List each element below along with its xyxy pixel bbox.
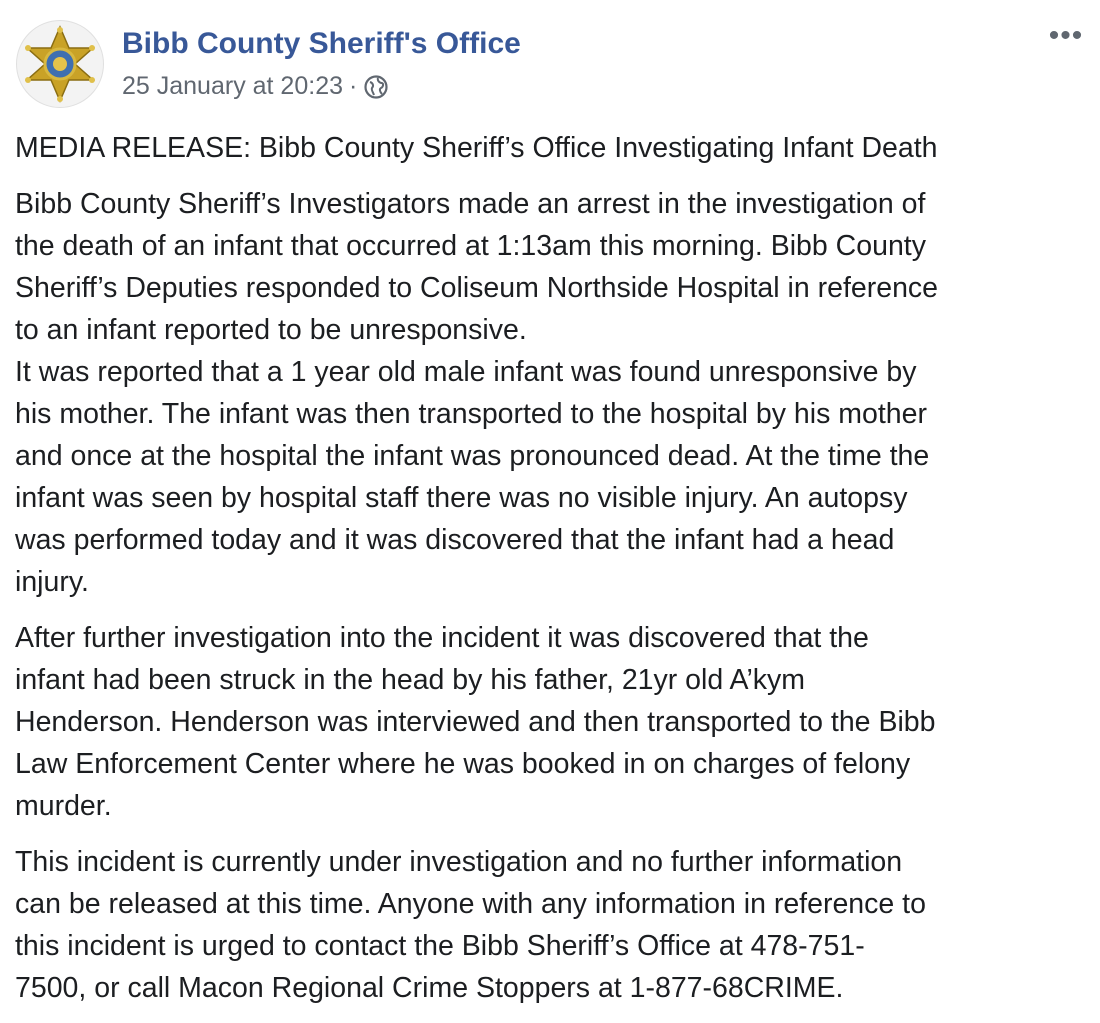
post-text-line: Henderson. Henderson was interviewed and then transported to the Bibb — [15, 706, 936, 738]
post-meta — [122, 72, 389, 101]
globe-icon[interactable] — [363, 74, 389, 100]
avatar[interactable] — [16, 20, 104, 108]
sheriff-star-badge-icon — [17, 21, 103, 107]
post-text-line: 7500, or call Macon Regional Crime Stoppers at 1-877-68CRIME. — [15, 972, 844, 1004]
post-text-line: Bibb County Sheriff’s Investigators made an arrest in the investigation of — [15, 188, 926, 220]
post-paragraph — [15, 127, 1085, 169]
meta-separator: · — [349, 72, 358, 100]
page-name-link[interactable]: Bibb County Sheriff's Office — [122, 27, 521, 60]
post-text-line: infant had been struck in the head by his father, 21yr old A’kym — [15, 664, 806, 696]
post-text-line: murder. — [15, 790, 112, 822]
post-paragraph — [15, 617, 1085, 827]
post-paragraph — [15, 183, 1085, 603]
post-text-line: After further investigation into the incident it was discovered that the — [15, 622, 869, 654]
post-text-line: to an infant reported to be unresponsive. — [15, 314, 527, 346]
post-text-line: It was reported that a 1 year old male infant was found unresponsive by — [15, 356, 917, 388]
post-timestamp[interactable]: 25 January at 20:23 — [122, 72, 343, 100]
post-header — [16, 18, 1086, 112]
post-text-line: This incident is currently under investigation and no further information — [15, 846, 903, 878]
post-text-line: can be released at this time. Anyone with any information in reference to — [15, 888, 926, 920]
post-text-line: was performed today and it was discovered that the infant had a head — [15, 524, 895, 556]
post-text-line: MEDIA RELEASE: Bibb County Sheriff’s Office Investigating Infant Death — [15, 132, 938, 164]
post-text-line: infant was seen by hospital staff there was no visible injury. An autopsy — [15, 482, 908, 514]
more-options-button[interactable]: ••• — [1048, 19, 1084, 52]
post-text-line: injury. — [15, 566, 89, 598]
post-text-line: Law Enforcement Center where he was booked in on charges of felony — [15, 748, 911, 780]
post-body — [15, 127, 1085, 1023]
post-text-line: his mother. The infant was then transported to the hospital by his mother — [15, 398, 927, 430]
post-text-line: and once at the hospital the infant was pronounced dead. At the time the — [15, 440, 930, 472]
post-text-line: the death of an infant that occurred at 1:13am this morning. Bibb County — [15, 230, 926, 262]
post-paragraph — [15, 841, 1085, 1009]
post-text-line: Sheriff’s Deputies responded to Coliseum Northside Hospital in reference — [15, 272, 939, 304]
post-text-line: this incident is urged to contact the Bibb Sheriff’s Office at 478-751- — [15, 930, 865, 962]
